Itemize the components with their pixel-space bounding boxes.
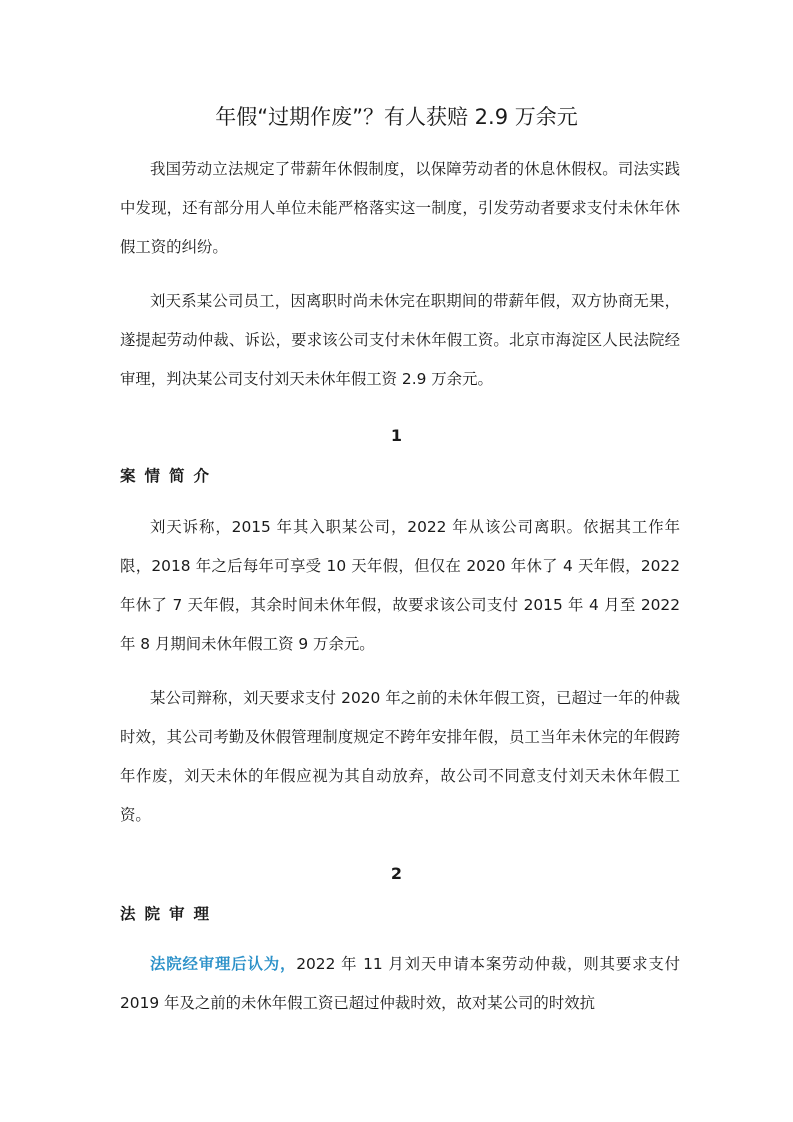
court-highlight-text: 法院经审理后认为，	[150, 955, 297, 973]
court-paragraph	[120, 945, 680, 1023]
section-number-1: 1	[390, 426, 403, 445]
article-title: 年假“过期作废”？有人获赔 2.9 万余元	[215, 105, 578, 129]
section-heading-court: 法院审理	[120, 905, 219, 923]
section-number-2: 2	[390, 864, 403, 883]
intro-paragraph-1: 我国劳动立法规定了带薪年休假制度，以保障劳动者的休息休假权。司法实践中发现，还有部分用人单位未能严格落实这一制度，引发劳动者要求支付未休年休假工资的纠纷。	[120, 160, 680, 256]
intro-paragraph-2: 刘天系某公司员工，因离职时尚未休完在职期间的带薪年假，双方协商无果，遂提起劳动仲裁、诉讼，要求该公司支付未休年假工资。北京市海淀区人民法院经审理，判决某公司支付刘天未休年假工资 2.9 万余元。	[120, 292, 680, 388]
court-paragraph-text: 2022 年 11 月刘天申请本案劳动仲裁，则其要求支付 2019 年及之前的未休年假工资已超过仲裁时效，故对某公司的时效抗	[120, 955, 680, 1012]
case-paragraph-1: 刘天诉称，2015 年其入职某公司，2022 年从该公司离职。依据其工作年限，2018 年之后每年可享受 10 天年假，但仅在 2020 年休了 4 天年假，2022 年休了 7 天年假，其余时间未休年假，故要求该公司支付 2015 年 4 月至 2022 年 8 月期间未休年假工资 9 万余元。	[120, 518, 680, 653]
case-paragraph-2: 某公司辩称，刘天要求支付 2020 年之前的未休年假工资，已超过一年的仲裁时效，其公司考勤及休假管理制度规定不跨年安排年假，员工当年未休完的年假跨年作废，刘天未休的年假应视为其自动放弃，故公司不同意支付刘天未休年假工资。	[120, 689, 680, 824]
section-heading-case: 案情简介	[120, 467, 219, 485]
